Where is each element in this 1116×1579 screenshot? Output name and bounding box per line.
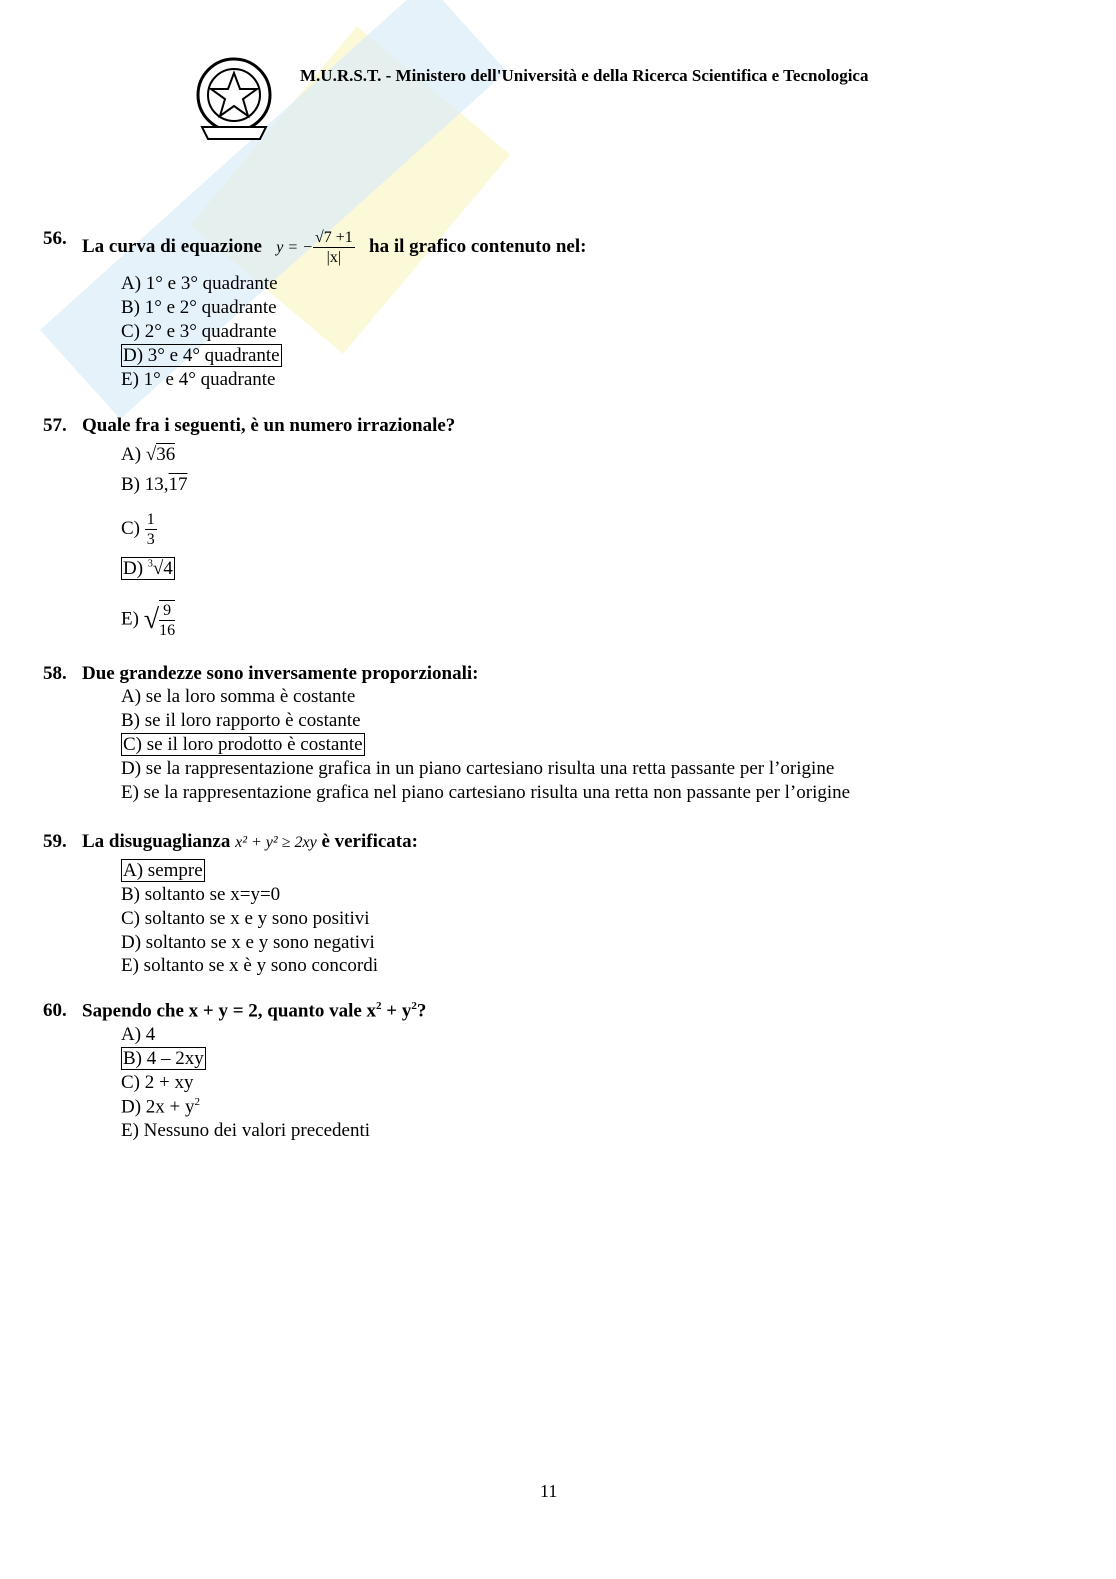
option-a[interactable]: A) √36	[121, 444, 176, 465]
formula: x² + y² ≥ 2xy	[235, 834, 317, 851]
question-text: Quale fra i seguenti, è un numero irrazionale?	[82, 415, 456, 436]
option-e[interactable]: E) Nessuno dei valori precedenti	[121, 1120, 371, 1141]
formula-fraction: $\frac{√7 +1}{|x|}$	[314, 229, 353, 267]
option-c[interactable]: C) 2 + xy	[121, 1072, 194, 1093]
question-number: 56.	[43, 228, 67, 249]
option-b[interactable]: B) se il loro rapporto è costante	[121, 710, 361, 731]
option-c[interactable]: C) 2° e 3° quadrante	[121, 321, 277, 342]
question-text: La curva di equazione	[82, 236, 262, 258]
option-d-correct[interactable]: D) $^3$√4	[123, 558, 173, 579]
option-e[interactable]: E) soltanto se x è y sono concordi	[121, 955, 378, 976]
option-a[interactable]: A) 4	[121, 1024, 156, 1045]
question-number: 59.	[43, 831, 67, 852]
option-e[interactable]: E) 1° e 4° quadrante	[121, 369, 276, 390]
option-b[interactable]: B) 1° e 2° quadrante	[121, 297, 277, 318]
question-number: 58.	[43, 663, 67, 684]
option-c-correct[interactable]: C) se il loro prodotto è costante	[123, 734, 363, 755]
option-d[interactable]: D) soltanto se x e y sono negativi	[121, 932, 375, 953]
option-e[interactable]: E) se la rappresentazione grafica nel piano cartesiano risulta una retta non passante per l’origine	[121, 782, 851, 803]
option-a-correct[interactable]: A) sempre	[123, 860, 203, 881]
republic-seal-icon	[194, 55, 274, 147]
page-number: 11	[540, 1481, 558, 1501]
question-text: Sapendo che x + y = 2, quanto vale $x^2 + y^2$?	[82, 1000, 427, 1022]
option-c[interactable]: C) $\frac{1}{3}$	[121, 511, 155, 549]
header-title: M.U.R.S.T. - Ministero dell'Università e della Ricerca Scientifica e Tecnologica	[300, 66, 869, 85]
question-number: 57.	[43, 415, 67, 436]
option-b-correct[interactable]: B) 4 – 2xy	[123, 1048, 204, 1069]
question-text: Due grandezze sono inversamente proporzionali:	[82, 663, 479, 684]
option-d-correct[interactable]: D) 3° e 4° quadrante	[123, 345, 280, 366]
formula-lhs: y = −	[276, 239, 313, 257]
option-c[interactable]: C) soltanto se x e y sono positivi	[121, 908, 370, 929]
question-text: La disuguaglianza	[82, 831, 231, 852]
option-a[interactable]: A) se la loro somma è costante	[121, 686, 356, 707]
question-text-end: ha il grafico contenuto nel:	[369, 236, 587, 258]
option-b[interactable]: B) soltanto se x=y=0	[121, 884, 281, 905]
option-d[interactable]: D) se la rappresentazione grafica in un piano cartesiano risulta una retta passante per l’origine	[121, 758, 835, 779]
question-number: 60.	[43, 1000, 67, 1021]
option-b[interactable]: B) 13,17	[121, 474, 188, 495]
option-a[interactable]: A) 1° e 3° quadrante	[121, 273, 278, 294]
option-e[interactable]: E) √ $\frac{9}{16}$	[121, 602, 176, 640]
option-d[interactable]: D) $2x + y^2$	[121, 1096, 201, 1118]
question-text-end: è verificata:	[321, 831, 418, 852]
